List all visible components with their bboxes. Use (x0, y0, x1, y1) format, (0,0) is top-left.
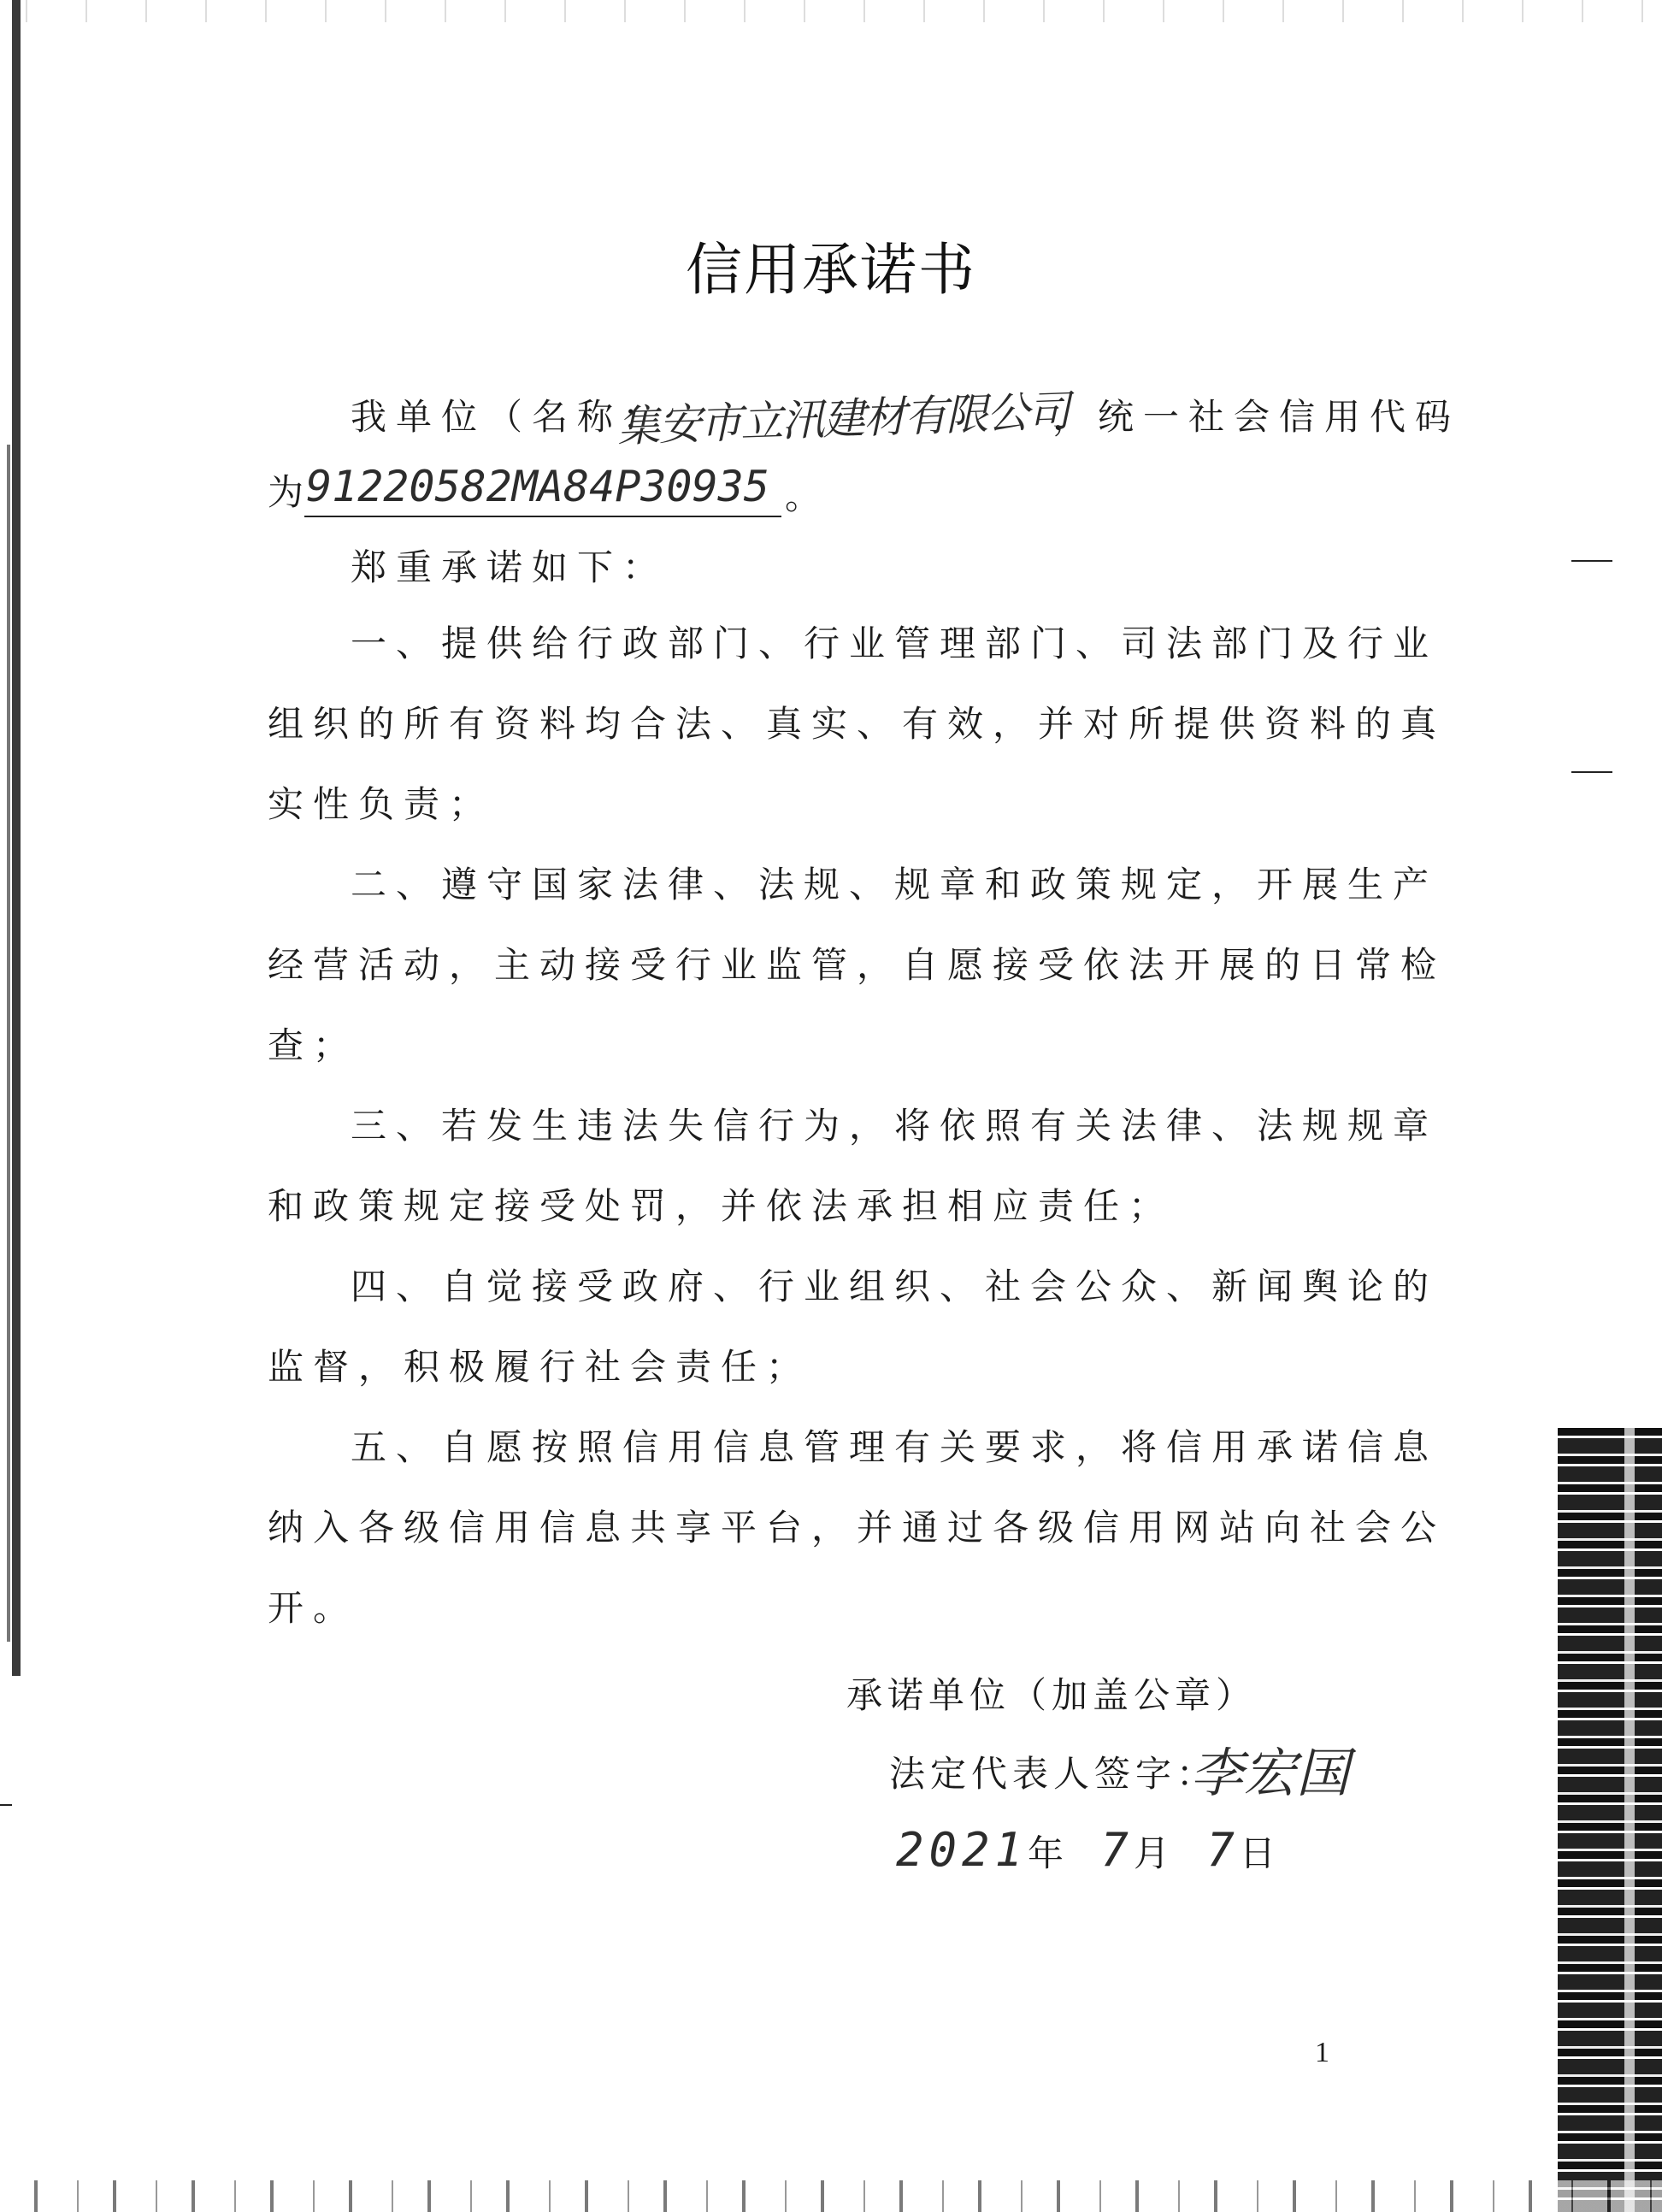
item-3-line-1: 三、若发生违法失信行为，将依照有关法律、法规规章 (351, 1105, 1439, 1147)
scan-artifact-right-gap (1624, 1428, 1635, 2212)
item-4-line-1: 四、自觉接受政府、行业组织、社会公众、新闻舆论的 (351, 1265, 1439, 1307)
intro-prefix: 我单位（名称： (351, 396, 669, 438)
item-3-line-2: 和政策规定接受处罚，并依法承担相应责任； (268, 1185, 1175, 1227)
date-year-unit: 年 (1028, 1832, 1070, 1874)
code-suffix: 。 (785, 475, 831, 517)
scan-tick (1571, 771, 1612, 773)
item-1-line-3: 实性负责； (268, 783, 495, 825)
signature-unit-label: 承诺单位（加盖公章） (846, 1674, 1258, 1716)
credit-code-handwritten: 91220582MA84P30935 (306, 462, 769, 511)
item-2-line-1: 二、遵守国家法律、法规、规章和政策规定，开展生产 (351, 864, 1439, 905)
item-1-line-2: 组织的所有资料均合法、真实、有效，并对所提供资料的真 (268, 703, 1447, 745)
item-2-line-3: 查； (268, 1024, 359, 1066)
credit-code-underline (304, 516, 781, 517)
signature-rep-label: 法定代表人签字： (889, 1753, 1218, 1795)
code-prefix: 为 (268, 471, 314, 513)
item-5-line-2: 纳入各级信用信息共享平台，并通过各级信用网站向社会公 (268, 1507, 1447, 1548)
date-day-unit: 日 (1239, 1832, 1281, 1874)
item-4-line-2: 监督，积极履行社会责任； (268, 1346, 812, 1388)
scan-tick (0, 1804, 12, 1806)
date-month-unit: 月 (1133, 1832, 1175, 1874)
date-year: 2021 (896, 1823, 1028, 1877)
date-month: 7 (1100, 1823, 1134, 1877)
signature-rep-name: 李宏国 (1190, 1742, 1350, 1804)
scan-artifact-right-bars (1558, 1428, 1662, 2212)
date-day: 7 (1206, 1823, 1240, 1877)
scan-artifact-left-shadow (7, 445, 10, 1642)
document-title: 信用承诺书 (686, 237, 976, 303)
company-name-handwritten: 集安市立汛建材有限公司 (616, 386, 1070, 452)
item-5-line-3: 开。 (268, 1587, 359, 1629)
scan-artifact-bottom (0, 2180, 1662, 2212)
signature-date (896, 1823, 1281, 1877)
item-2-line-2: 经营活动，主动接受行业监管，自愿接受依法开展的日常检 (268, 944, 1447, 986)
pledge-heading: 郑重承诺如下： (351, 546, 669, 588)
scan-tick (1571, 560, 1612, 562)
page-number: 1 (1315, 2037, 1329, 2068)
scan-artifact-top (0, 0, 1662, 22)
item-5-line-1: 五、自愿按照信用信息管理有关要求，将信用承诺信息 (351, 1426, 1439, 1468)
intro-mid: ，统一社会信用代码 (1052, 396, 1461, 438)
item-1-line-1: 一、提供给行政部门、行业管理部门、司法部门及行业 (351, 622, 1439, 664)
